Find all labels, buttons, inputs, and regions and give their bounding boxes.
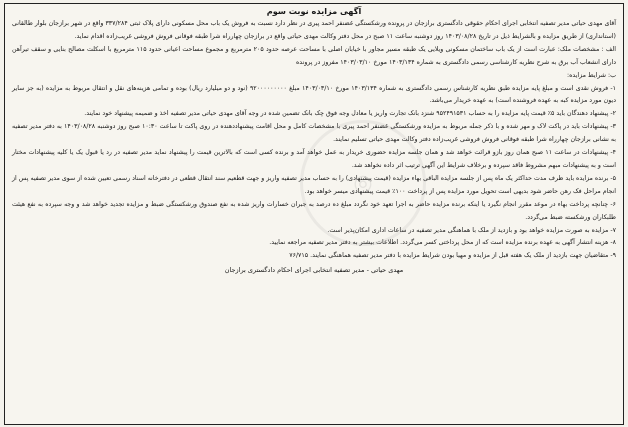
signature: مهدی حیاتی - مدیر تصفیه انتخابی اجرای احکام دادگستری برازجان	[224, 266, 404, 275]
condition-3: ۳- پیشنهادات باید در پاکت لاک و مهر شده و با ذکر جمله مربوط به مزایده ورشکستگی غضنفر احمد پیری با مشخصات کامل و محل اقامت پیشنهاددهنده در روی پاکت تا ساعت ۱۰:۳۰ صبح روز دوشنبه ۱۴۰۳/۰۸/۲۸ به دفتر مدیر تصفیه به نشانی برازجان چهارراه شرا طبقه فوقانی فروش فروشی غریب‌زاده دفتر وکالت مهدی حیاتی تسلیم نمایند.	[12, 123, 616, 144]
condition-4: ۴- پیشنهادات در ساعت ۱۱ صبح همان روز بازو قرائت خواهد شد و همان جلسه مزایده حضوری خریدار به عمل خواهد آمد و برنده کسی است که بالاترین قیمت را پیشنهاد نماید مدیر تصفیه در رد یا قبول یک یا کلیه پیشنهادات مختار است و به پیشنهادات مبهم مشروط فاقد سپرده و برخلاف شرایط این آگهی ترتیب اثر داده نخواهد شد.	[12, 149, 616, 169]
condition-2: ۲- پیشنهاد دهندگان باید ۵٪ قیمت پایه مزایده را به حساب ۹۵۲۴۹۱۵۳۱ شنزد بانک تجارت واریز یا معادل وجه فوق چک بانک تضمین شده در وجه آقای مهدی حیاتی مدیر تصفیه اخذ و ضمیمه پیشنهاد خود نمایند.	[84, 110, 616, 118]
condition-9: ۹- متقاضیان جهت بازدید از ملک یک هفته قبل از مزایده و مهیا بودن شرایط مزایده با دفتر مدیر تصفیه هماهنگی نمایند. ۷۶/۷۱۵	[289, 252, 616, 260]
intro-paragraph: آقای مهدی حیاتی مدیر تصفیه انتخابی اجرای احکام حقوقی دادگستری برازجان در پرونده ورشکستگی غضنفر احمد پیری در نظر دارد نسبت به فروش یک باب محل مسکونی دارای پلاک ثبتی ۳۳۷/۲۸۴ واقع در شهر برازجان بلوار طالقانی (استانداری) از طریق مزایده و بالشرایط ذیل در تاریخ ۱۴۰۳/۰۸/۲۸ روز دوشنبه ساعت ۱۱ صبح در محل دفتر وکالت مهدی حیاتی واقع در برازجان چهارراه شرا طبقه فوقانی فروش فروشی غریب‌زاده اقدام نماید.	[12, 20, 616, 40]
notice-title: آگهی مزایده نوبت سوم	[266, 6, 362, 16]
condition-5: ۵- برنده مزایده باید ظرف مدت حداکثر یک ماه پس از جلسه مزایده الباقی بهاء مزایده (قیمت پیشنهادی) را به حساب مدیر تصفیه واریز و جهت قطعیم سند انتقال قطعی در دفترخانه اسناد رسمی تعیین شده از سوی مدیر تصفیه پس از انجام مراحل فک رهن حاضر شود بدیهی است تحویل مورد مزایده پس از پرداخت ۱۰۰٪ قیمت پیشنهادی میسر خواهد بود.	[12, 174, 616, 195]
condition-8: ۸- هزینه انتشار آگهی به عهده برنده مزایده است که از محل پرداختی کسر می‌گردد. اطلاعات بیشتر به دفتر مدیر تصفیه مراجعه نمایید.	[269, 239, 616, 247]
notice-frame	[4, 3, 624, 425]
conditions-heading: ب: شرایط مزایده:	[567, 71, 616, 79]
condition-1: ۱- فروش نقدی است و مبلغ پایه مزایده طبق نظریه کارشناس رسمی دادگستری به شماره ۱۴۰۳/۱۳۴ مورخ ۱۴۰۳/۰۳/۱۰ مبلغ ۹۲۰۰۰۰۰۰۰۰۰ (نود و دو میلیارد ریال) بوده و تمامی هزینه‌های نقل و انتقال مربوط به مزایده (به جز سایر دیون مورد مزایده کبه به عهده فروشنده است) به عهده خریدار می‌باشد.	[12, 84, 617, 105]
condition-6: ۶- چنانچه پرداخت بهاء در موعد مقرر انجام نگیرد یا اینکه برنده مزایده حاضر به اجرا تعهد خود نگردد مبلغ ده درصد به جبران خسارات واریز شده به نفع صندوق ورشکستگی ضبط و مزایده تجدید خواهد شد و وجه سپرده به نفع هیئت طلبکاران ورشکسته ضبط می‌گردد.	[12, 200, 616, 221]
condition-7: ۷- مزایده به صورت مزایده خواهد بود و بازدید از ملک با هماهنگی مدیر تصفیه در ساعات اداری امکان‌پذیر است.	[327, 226, 616, 234]
property-description: الف : مشخصات ملک: عبارت است از یک باب ساختمان مسکونی ویلایی یک طبقه مسیر مجاور با خیابان اصلی با مساحت عرصه حدود ۲۰۵ مترمربع و مجموع مساحت اعیانی حدود ۱۱۵ مترمربع با اسکلت مصالح بنایی و سقف تیرآهن دارای انشعاب آب برق به شرح نظریه کارشناسی رسمی دادگستری به شماره ۱۴۰۳/۱۳۴ مورخ ۱۴۰۳/۰۳/۱۰ مفروز در پرونده	[12, 45, 616, 66]
